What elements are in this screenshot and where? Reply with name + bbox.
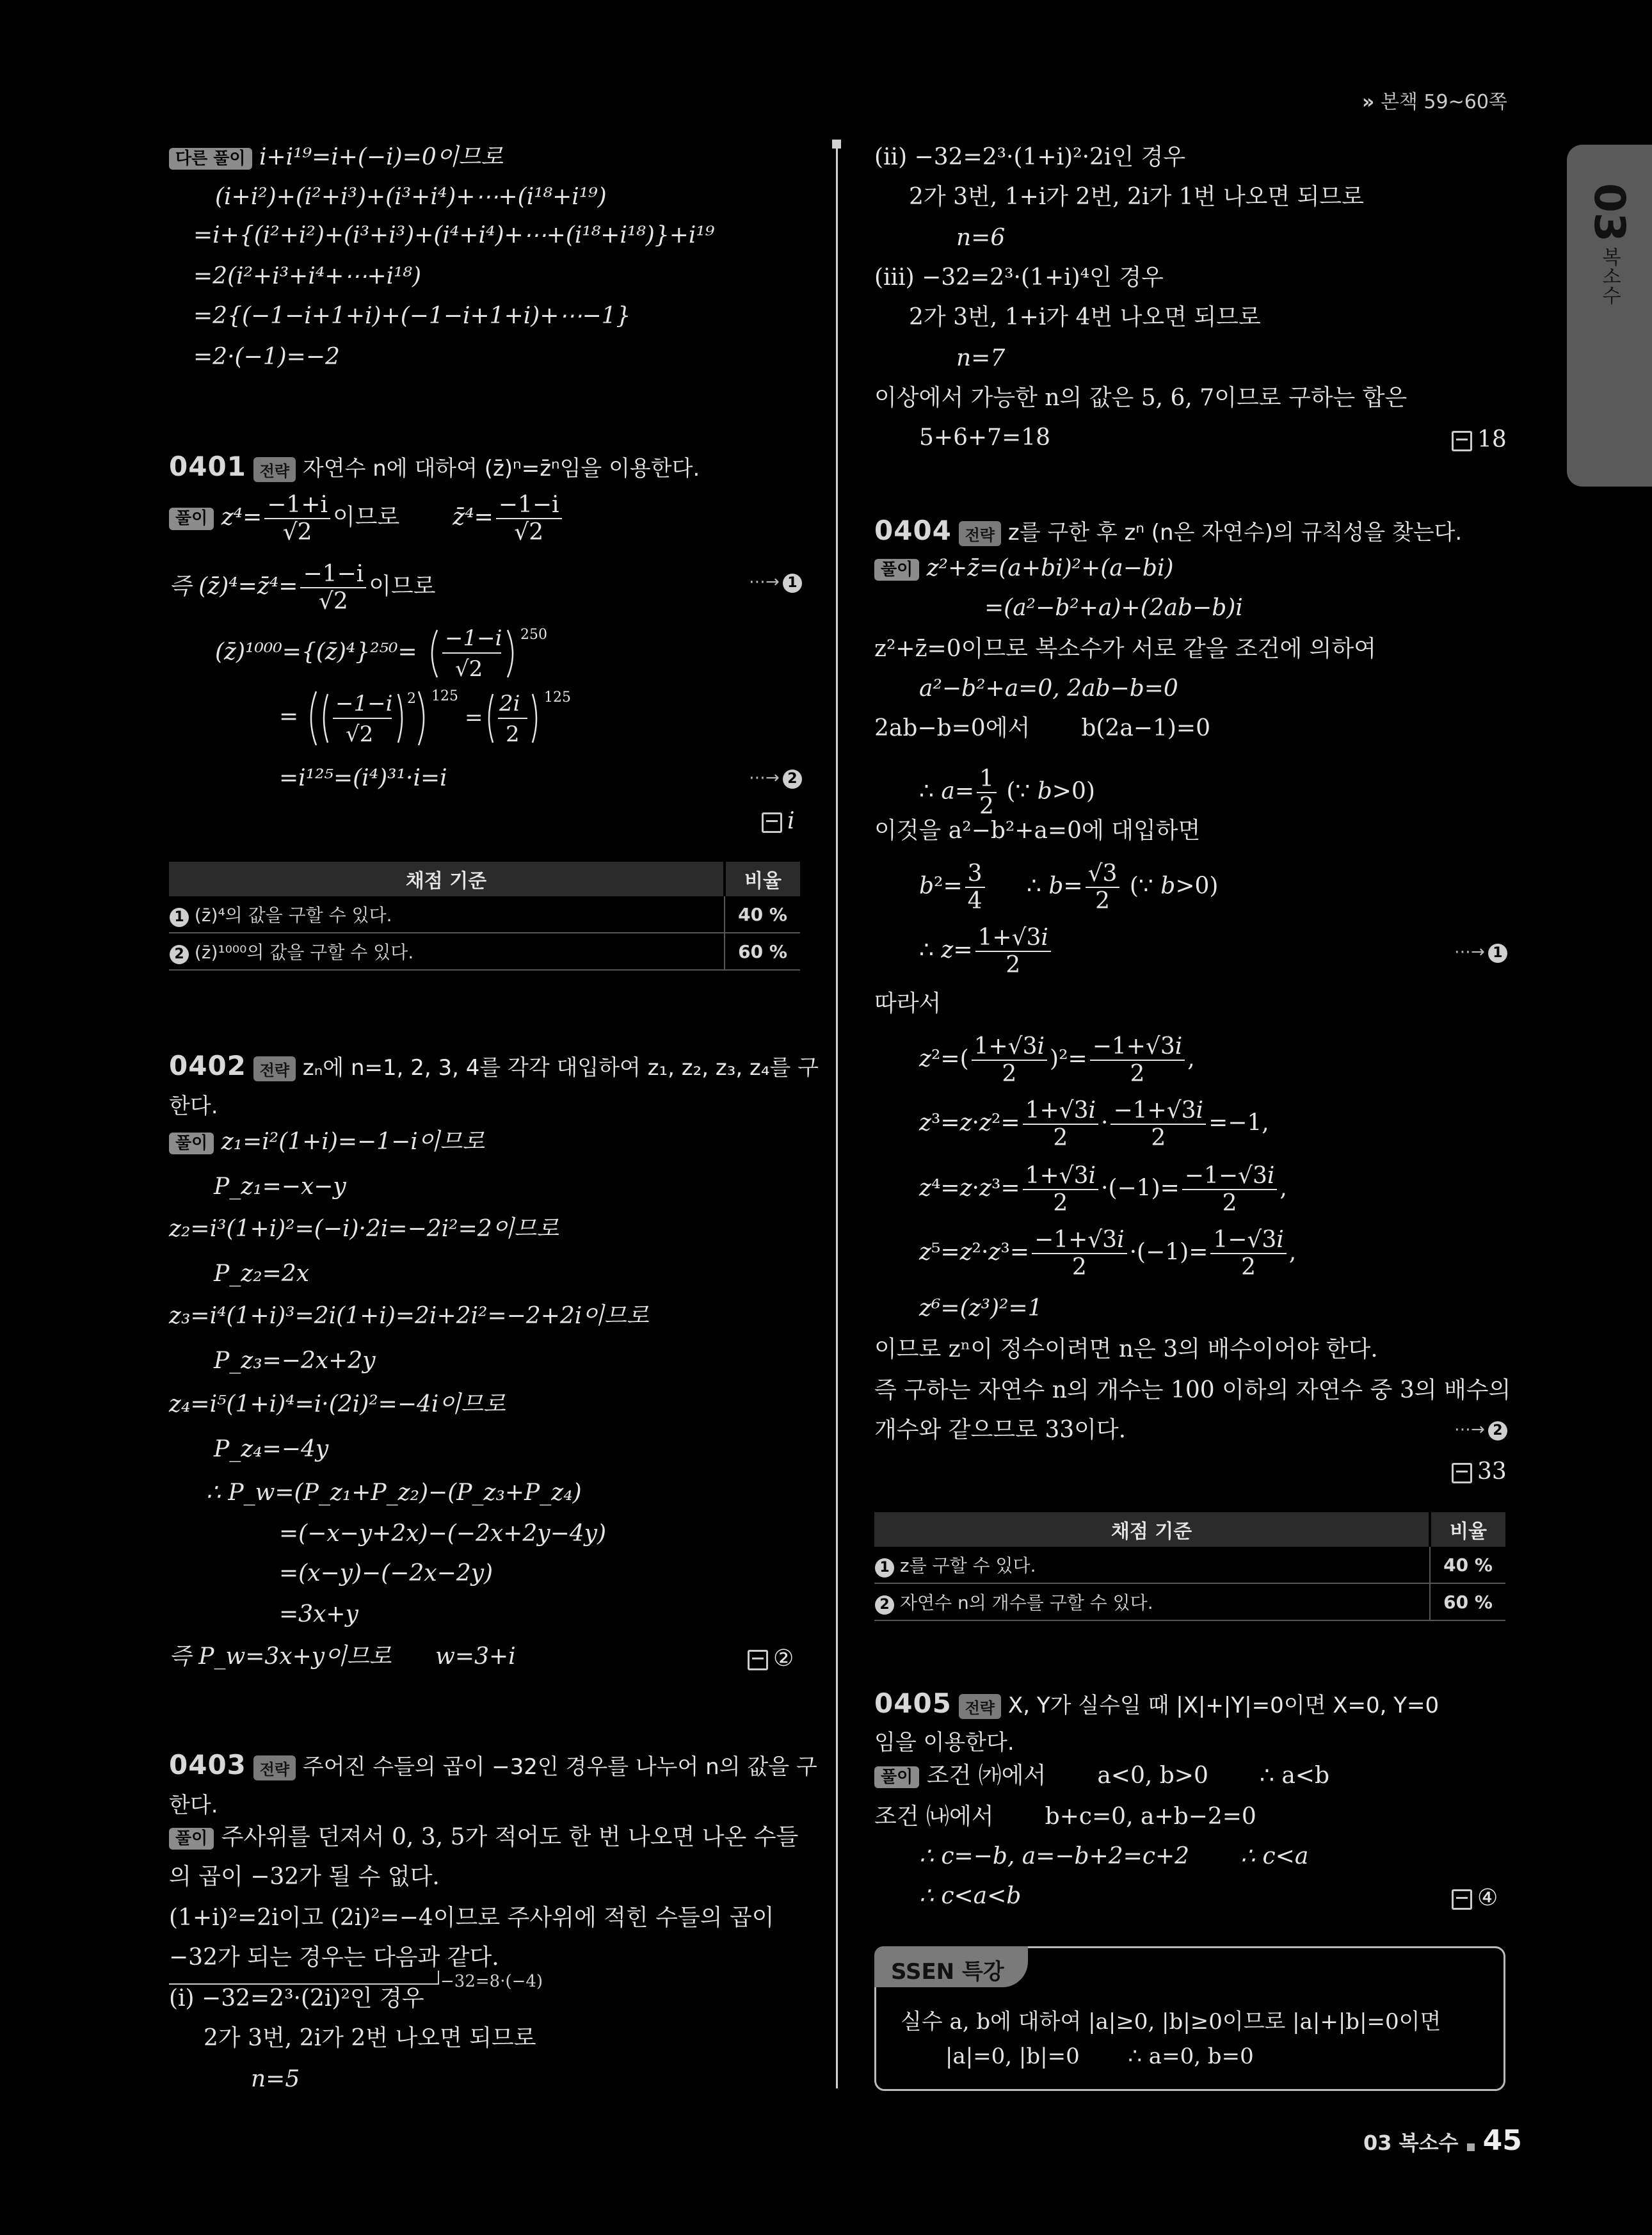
criteria-text: (z̄)⁴의 값을 구할 수 있다. xyxy=(194,905,392,926)
fraction: $\frac{-1+√3i}{2}$ xyxy=(1090,1033,1185,1088)
solution-line: 2가 3번, 2i가 2번 나오면 되므로 xyxy=(204,2025,536,2051)
row-number: 1 xyxy=(875,1558,894,1577)
solution-tag: 풀이 xyxy=(874,559,919,581)
expr: 이므로 xyxy=(369,573,436,600)
fraction xyxy=(300,561,366,615)
alt-line: i+i¹⁹=i+(−i)=0이므로 xyxy=(259,144,504,170)
row-number: 1 xyxy=(170,908,189,927)
svg-text:√2: √2 xyxy=(455,656,483,682)
fraction: $\frac{3}{4}$ xyxy=(965,860,985,915)
answer-value: 18 xyxy=(1477,426,1507,453)
solution-line: z²+z̄=0이므로 복소수가 서로 같을 조건에 의하여 xyxy=(874,636,1377,662)
solution-line xyxy=(169,1826,798,1850)
solution-line: P_z₃=−2x+2y xyxy=(214,1348,376,1374)
solution-line: z₃=i⁴(1+i)³=2i(1+i)=2i+2i²=−2+2i이므로 xyxy=(169,1303,649,1329)
solution-line: 5+6+7=18 xyxy=(919,424,1051,451)
solution-line: z²=( $\frac{1+√3i}{2}$ )²= $\frac{-1+√3i}{2}$ , xyxy=(919,1033,1195,1088)
svg-text:125: 125 xyxy=(431,688,458,704)
expr: z₁=i²(1+i)=−1−i이므로 xyxy=(221,1129,485,1155)
solution-line: z³=z·z²= $\frac{1+√3i}{2}$ · $\frac{-1+√3i}{2}$ =−1, xyxy=(919,1097,1269,1152)
strategy-text: z를 구한 후 zⁿ (n은 자연수)의 규칙성을 찾는다. xyxy=(1007,520,1463,545)
svg-text:250: 250 xyxy=(520,627,548,643)
solution-line: n=6 xyxy=(956,225,1006,251)
fraction xyxy=(496,492,562,546)
svg-text:2: 2 xyxy=(505,722,520,747)
solution-line: P_z₄=−4y xyxy=(214,1436,329,1462)
criteria-cell xyxy=(874,1547,1430,1583)
ratio-cell: 60 % xyxy=(1430,1583,1505,1620)
solution-line: =3x+y xyxy=(279,1601,358,1627)
table-row xyxy=(169,933,800,970)
arrow-icon: ⋯→ xyxy=(1454,1420,1485,1439)
answer-value: i xyxy=(787,808,795,834)
page-reference-text: 본책 59~60쪽 xyxy=(1380,91,1507,113)
fraction: $\frac{√3}{2}$ xyxy=(1086,860,1120,915)
table-row xyxy=(874,1547,1505,1583)
alt-line: =2(i²+i³+i⁴+⋯+i¹⁸) xyxy=(193,263,422,289)
arrow-icon: ⋯→ xyxy=(749,768,780,787)
page-number: 45 xyxy=(1482,2124,1522,2157)
fraction: $\frac{-1+√3i}{2}$ xyxy=(1032,1227,1127,1281)
criteria-cell xyxy=(169,933,725,970)
solution-line: n=7 xyxy=(956,345,1006,371)
strategy-text-cont: 한다. xyxy=(169,1793,218,1818)
solution-line: z⁴=z·z³= $\frac{1+√3i}{2}$ ·(−1)= $\frac{-1-√3i}{2}$ , xyxy=(919,1163,1287,1217)
svg-text:=: = xyxy=(464,705,483,730)
solution-line: ∴ P_w=(P_z₁+P_z₂)−(P_z₃+P_z₄) xyxy=(206,1480,582,1506)
solution-line: (ii) −32=2³·(1+i)²·2i인 경우 xyxy=(874,144,1186,170)
answer-value: 33 xyxy=(1477,1458,1507,1485)
solution-line xyxy=(169,561,436,615)
strategy-tag: 전략 xyxy=(959,1694,1001,1719)
solution-tag: 풀이 xyxy=(169,1133,214,1155)
criteria-text: z를 구할 수 있다. xyxy=(899,1555,1036,1576)
answer-icon xyxy=(1452,1889,1472,1910)
ratio-header: 비율 xyxy=(1430,1512,1505,1547)
problem-0404-header xyxy=(874,515,1462,546)
solution-line: −32가 되는 경우는 다음과 같다. xyxy=(169,1944,499,1971)
double-chevron-icon: » xyxy=(1362,91,1375,113)
solution-line: =(x−y)−(−2x−2y) xyxy=(279,1560,493,1586)
svg-text:−1−i: −1−i xyxy=(445,625,502,651)
solution-line xyxy=(169,1131,485,1154)
power-expression xyxy=(306,686,588,750)
solution-line: a²−b²+a=0, 2ab−b=0 xyxy=(919,675,1178,702)
step-number: 2 xyxy=(1488,1421,1507,1440)
alt-line: (i+i²)+(i²+i³)+(i³+i⁴)+⋯+(i¹⁸+i¹⁹) xyxy=(215,184,607,210)
solution-line: =i¹²⁵=(i⁴)³¹·i=i xyxy=(279,765,447,791)
answer-0404 xyxy=(1452,1458,1507,1485)
annotation-note: −32=8·(−4) xyxy=(440,1972,543,1991)
problem-0405-header xyxy=(874,1688,1439,1719)
fraction: $\frac{1}{2}$ xyxy=(977,766,997,820)
answer-0401 xyxy=(762,808,795,834)
criteria-header: 채점 기준 xyxy=(874,1512,1430,1547)
fraction: $\frac{1+√3i}{2}$ xyxy=(972,1033,1047,1088)
solution-line: (1+i)²=2i이고 (2i)²=−4이므로 주사위에 적힌 수들의 곱이 xyxy=(169,1905,774,1931)
annotation-bracket xyxy=(169,1971,439,1985)
problem-number: 0404 xyxy=(874,515,952,546)
alt-line: =2·(−1)=−2 xyxy=(193,344,340,370)
solution-line xyxy=(279,686,588,750)
expr: 이므로 xyxy=(333,504,400,531)
step-marker-1 xyxy=(1454,942,1507,963)
svg-text:2: 2 xyxy=(406,691,416,707)
row-number: 2 xyxy=(875,1595,894,1615)
chapter-title: 복소수 xyxy=(1598,247,1621,305)
answer-icon xyxy=(762,812,782,833)
criteria-text: (z̄)¹⁰⁰⁰의 값을 구할 수 있다. xyxy=(194,942,414,963)
expr: (z̄)¹⁰⁰⁰={(z̄)⁴}²⁵⁰= xyxy=(215,639,417,665)
solution-line xyxy=(169,492,565,546)
numerator: −1−i xyxy=(300,561,366,588)
chapter-number: 03 xyxy=(1585,183,1634,242)
solution-line: (iii) −32=2³·(1+i)⁴인 경우 xyxy=(874,264,1164,291)
svg-text:√2: √2 xyxy=(345,722,373,747)
fraction: $\frac{-1+√3i}{2}$ xyxy=(1111,1097,1206,1152)
step-number: 2 xyxy=(783,770,802,789)
square-icon xyxy=(1467,2143,1475,2151)
solution-line: z₄=i⁵(1+i)⁴=i·(2i)²=−4i이므로 xyxy=(169,1391,506,1417)
chapter-tab xyxy=(1567,145,1652,487)
row-number: 2 xyxy=(170,945,189,964)
solution-line: 따라서 xyxy=(874,990,942,1017)
svg-text:−1−i: −1−i xyxy=(335,691,393,716)
solution-line: 이것을 a²−b²+a=0에 대입하면 xyxy=(874,818,1201,844)
criteria-cell xyxy=(169,896,725,933)
criteria-text: 자연수 n의 개수를 구할 수 있다. xyxy=(899,1592,1153,1613)
ratio-cell: 40 % xyxy=(1430,1547,1505,1583)
footer xyxy=(1363,2124,1522,2157)
answer-0405 xyxy=(1452,1885,1498,1911)
solution-line: (i) −32=2³·(2i)²인 경우 xyxy=(169,1985,424,2012)
solution-line: z⁵=z²·z³= $\frac{-1+√3i}{2}$ ·(−1)= $\frac{1-√3i}{2}$ , xyxy=(919,1227,1297,1281)
ssen-line: 실수 a, b에 대하여 |a|≥0, |b|≥0이므로 |a|+|b|=0이면 xyxy=(901,2009,1441,2035)
solution-line: z⁶=(z³)²=1 xyxy=(919,1295,1043,1321)
strategy-tag: 전략 xyxy=(253,457,296,482)
problem-number: 0402 xyxy=(169,1050,246,1081)
solution-line: 2가 3번, 1+i가 4번 나오면 되므로 xyxy=(909,304,1261,330)
footer-chapter: 03 복소수 xyxy=(1363,2131,1459,2155)
solution-line: z₂=i³(1+i)²=(−i)·2i=−2i²=2이므로 xyxy=(169,1216,559,1242)
strategy-text: X, Y가 실수일 때 |X|+|Y|=0이면 X=0, Y=0 xyxy=(1007,1693,1439,1718)
solution-tag: 풀이 xyxy=(874,1766,919,1789)
strategy-tag: 전략 xyxy=(253,1755,296,1780)
ssen-title-text: SSEN 특강 xyxy=(891,1959,1004,1985)
fraction: $\frac{1-√3i}{2}$ xyxy=(1210,1227,1286,1281)
solution-line: n=5 xyxy=(251,2066,300,2092)
strategy-tag: 전략 xyxy=(253,1056,296,1081)
problem-number: 0401 xyxy=(169,451,246,482)
expr: z̄⁴= xyxy=(453,504,493,531)
problem-0403-header xyxy=(169,1749,817,1780)
strategy-text-cont: 임을 이용한다. xyxy=(874,1730,1014,1755)
problem-number: 0405 xyxy=(874,1688,952,1719)
fraction xyxy=(264,492,330,546)
arrow-icon: ⋯→ xyxy=(1454,942,1485,962)
divider-cap xyxy=(832,140,841,149)
step-marker-1 xyxy=(749,572,802,593)
svg-text:2i: 2i xyxy=(499,691,520,716)
table-row xyxy=(874,1583,1505,1620)
fraction: $\frac{-1-√3i}{2}$ xyxy=(1182,1163,1278,1217)
ratio-header: 비율 xyxy=(725,862,800,896)
solution-line: 2ab−b=0에서 b(2a−1)=0 xyxy=(874,715,1210,741)
answer-icon xyxy=(1452,431,1472,451)
table-header xyxy=(874,1512,1505,1547)
answer-icon xyxy=(748,1650,768,1670)
solution-tag: 풀이 xyxy=(169,1828,214,1850)
table-header xyxy=(169,862,800,896)
denominator: √2 xyxy=(514,519,544,546)
ssen-box xyxy=(874,1946,1505,2091)
strategy-text: 주어진 수들의 곱이 −32인 경우를 나누어 n의 값을 구 xyxy=(302,1754,817,1780)
solution-line: ∴ z= $\frac{1+√3i}{2}$ xyxy=(919,924,1054,979)
expr: 주사위를 던져서 0, 3, 5가 적어도 한 번 나오면 나온 수들 xyxy=(221,1824,799,1850)
solution-line: ∴ a= $\frac{1}{2}$ (∵ b>0) xyxy=(919,766,1095,820)
step-marker-2 xyxy=(749,768,802,789)
solution-line: 이상에서 가능한 n의 값은 5, 6, 7이므로 구하는 합은 xyxy=(874,385,1407,411)
solution-line: 즉 P_w=3x+y이므로 w=3+i xyxy=(169,1643,516,1670)
alt-line: =2{(−1−i+1+i)+(−1−i+1+i)+⋯−1} xyxy=(193,303,631,329)
ssen-line: |a|=0, |b|=0 ∴ a=0, b=0 xyxy=(945,2044,1254,2069)
step-marker-2 xyxy=(1454,1420,1507,1440)
solution-line: 의 곱이 −32가 될 수 없다. xyxy=(169,1864,440,1890)
criteria-cell xyxy=(874,1583,1430,1620)
arrow-icon: ⋯→ xyxy=(749,572,780,592)
page-reference xyxy=(1362,86,1507,114)
solution-line: 조건 ㈏에서 b+c=0, a+b−2=0 xyxy=(874,1803,1256,1830)
scoring-table-0404 xyxy=(874,1512,1505,1621)
criteria-header: 채점 기준 xyxy=(169,862,725,896)
solution-line: P_z₁=−x−y xyxy=(214,1174,346,1200)
solution-line xyxy=(215,625,584,682)
svg-text:125: 125 xyxy=(543,690,571,706)
denominator: √2 xyxy=(318,588,348,615)
strategy-tag: 전략 xyxy=(959,521,1001,546)
numerator: −1+i xyxy=(264,492,330,519)
solution-line xyxy=(874,1764,1329,1788)
solution-line: 이므로 zⁿ이 정수이려면 n은 3의 배수이어야 한다. xyxy=(874,1336,1378,1362)
strategy-text-cont: 한다. xyxy=(169,1093,218,1119)
numerator: −1−i xyxy=(496,492,562,519)
fraction: $\frac{1+√3i}{2}$ xyxy=(1023,1163,1098,1217)
ratio-cell: 60 % xyxy=(725,933,800,970)
problem-0401-header xyxy=(169,451,700,482)
expr: 조건 ㈎에서 a<0, b>0 ∴ a<b xyxy=(926,1763,1329,1789)
step-number: 1 xyxy=(783,574,802,593)
solution-line: 개수와 같으므로 33이다. xyxy=(874,1417,1127,1443)
scoring-table-0401 xyxy=(169,862,800,971)
alt-solution-tag: 다른 풀이 xyxy=(169,148,252,170)
solution-line xyxy=(874,557,1174,581)
solution-line: 즉 구하는 자연수 n의 개수는 100 이하의 자연수 중 3의 배수의 xyxy=(874,1377,1511,1403)
problem-number: 0403 xyxy=(169,1749,246,1780)
power-expression xyxy=(424,625,584,682)
solution-line: =(a²−b²+a)+(2ab−b)i xyxy=(984,595,1243,621)
solution-line: ∴ c=−b, a=−b+2=c+2 ∴ c<a xyxy=(919,1843,1309,1869)
solution-line: =(−x−y+2x)−(−2x+2y−4y) xyxy=(279,1521,607,1547)
strategy-text: 자연수 n에 대하여 (z̄)ⁿ=z̄ⁿ임을 이용한다. xyxy=(302,456,700,481)
ssen-title xyxy=(874,1946,1028,1987)
strategy-text: zₙ에 n=1, 2, 3, 4를 각각 대입하여 z₁, z₂, z₃, z₄를 구 xyxy=(302,1055,819,1081)
expr: z²+z̄=(a+bi)²+(a−bi) xyxy=(926,555,1174,581)
answer-0402 xyxy=(748,1645,794,1672)
solution-line: 2가 3번, 1+i가 2번, 2i가 1번 나오면 되므로 xyxy=(909,184,1364,210)
answer-value: ② xyxy=(773,1645,794,1672)
solution-line: P_z₂=2x xyxy=(214,1261,309,1287)
fraction: $\frac{1+√3i}{2}$ xyxy=(1023,1097,1098,1152)
expr: = xyxy=(279,704,299,730)
ratio-cell: 40 % xyxy=(725,896,800,933)
alt-solution xyxy=(169,146,503,170)
alt-line: =i+{(i²+i²)+(i³+i³)+(i⁴+i⁴)+⋯+(i¹⁸+i¹⁸)}+i¹⁹ xyxy=(193,222,715,248)
answer-value: ④ xyxy=(1477,1885,1498,1911)
answer-icon xyxy=(1452,1463,1472,1483)
expr: 즉 (z̄)⁴=z̄⁴= xyxy=(169,573,298,600)
problem-0402-header xyxy=(169,1050,819,1081)
column-divider xyxy=(836,142,838,2088)
denominator: √2 xyxy=(282,519,312,546)
step-number: 1 xyxy=(1488,944,1507,963)
solution-tag: 풀이 xyxy=(169,508,214,530)
table-row xyxy=(169,896,800,933)
solution-line: b²= $\frac{3}{4}$ ∴ b= $\frac{√3}{2}$ (∵ b>0) xyxy=(919,860,1219,915)
expr: z⁴= xyxy=(221,504,262,531)
answer-0403 xyxy=(1452,426,1507,453)
fraction: $\frac{1+√3i}{2}$ xyxy=(975,924,1051,979)
solution-line: ∴ c<a<b xyxy=(919,1883,1022,1909)
